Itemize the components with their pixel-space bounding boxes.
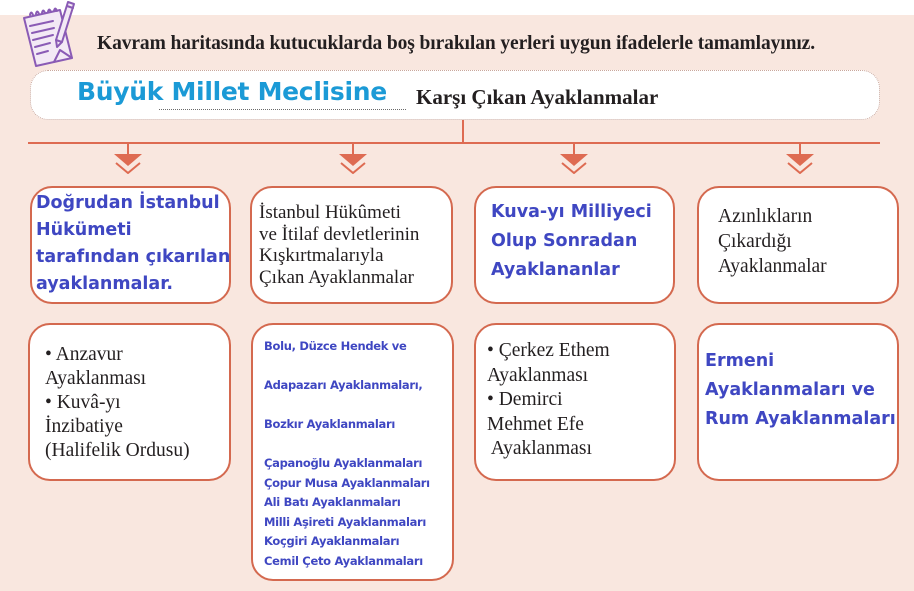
category-text: İstanbul Hükûmeti ve İtilaf devletlerinin Kışkırtmalarıyla Çıkan Ayaklanmalar: [259, 202, 420, 288]
branch-line: [28, 142, 880, 144]
title-box: [30, 70, 880, 120]
category-answer-text: Kuva-yı Milliyeci Olup Sonradan Ayaklananlar: [491, 202, 652, 280]
title-answer-text: Büyük Millet Meclisine: [77, 77, 387, 106]
instruction-text: Kavram haritasında kutucuklarda boş bırakılan yerleri uygun ifadelerle tamamlayınız.: [97, 33, 816, 54]
examples-text: • Anzavur Ayaklanması • Kuvâ-yı İnzibatiye (Halifelik Ordusu): [45, 344, 190, 461]
examples-box-3: [474, 323, 676, 481]
category-box-1: [30, 186, 231, 304]
answer-blank-line: [159, 109, 406, 110]
examples-answer-text: Ermeni Ayaklanmaları ve Rum Ayaklanmaları: [705, 351, 896, 429]
examples-box-4: [697, 323, 899, 481]
branch-stem-1: [127, 144, 129, 154]
category-box-2: [250, 186, 453, 304]
down-arrow-icon: [114, 154, 142, 174]
examples-box-2: [251, 323, 454, 581]
category-box-3: [474, 186, 675, 304]
examples-text: • Çerkez Ethem Ayaklanması • Demirci Mehmet Efe Ayaklanması: [487, 340, 610, 459]
title-text: Karşı Çıkan Ayaklanmalar: [416, 85, 659, 109]
down-arrow-icon: [560, 154, 588, 174]
title-connector: [462, 120, 464, 143]
category-answer-text: Doğrudan İstanbul Hükümeti tarafından çıkarılan ayaklanmalar.: [36, 193, 231, 294]
branch-stem-2: [352, 144, 354, 154]
notepad-pencil-icon: [20, 0, 82, 68]
category-text: Azınlıkların Çıkardığı Ayaklanmalar: [718, 206, 827, 277]
down-arrow-icon: [339, 154, 367, 174]
category-box-4: [697, 186, 899, 304]
examples-box-1: [28, 323, 231, 481]
down-arrow-icon: [786, 154, 814, 174]
branch-stem-4: [799, 144, 801, 154]
examples-answer-text: Bolu, Düzce Hendek ve Adapazarı Ayaklanmaları, Bozkır Ayaklanmaları Çapanoğlu Ayaklanmaları Çopur Musa Ayaklanmaları Ali Batı Ayaklanmaları Milli Aşireti Ayaklanmaları Koçgiri Ayaklanmaları Cemil Çeto Ayaklanmaları: [264, 339, 430, 568]
branch-stem-3: [573, 144, 575, 154]
